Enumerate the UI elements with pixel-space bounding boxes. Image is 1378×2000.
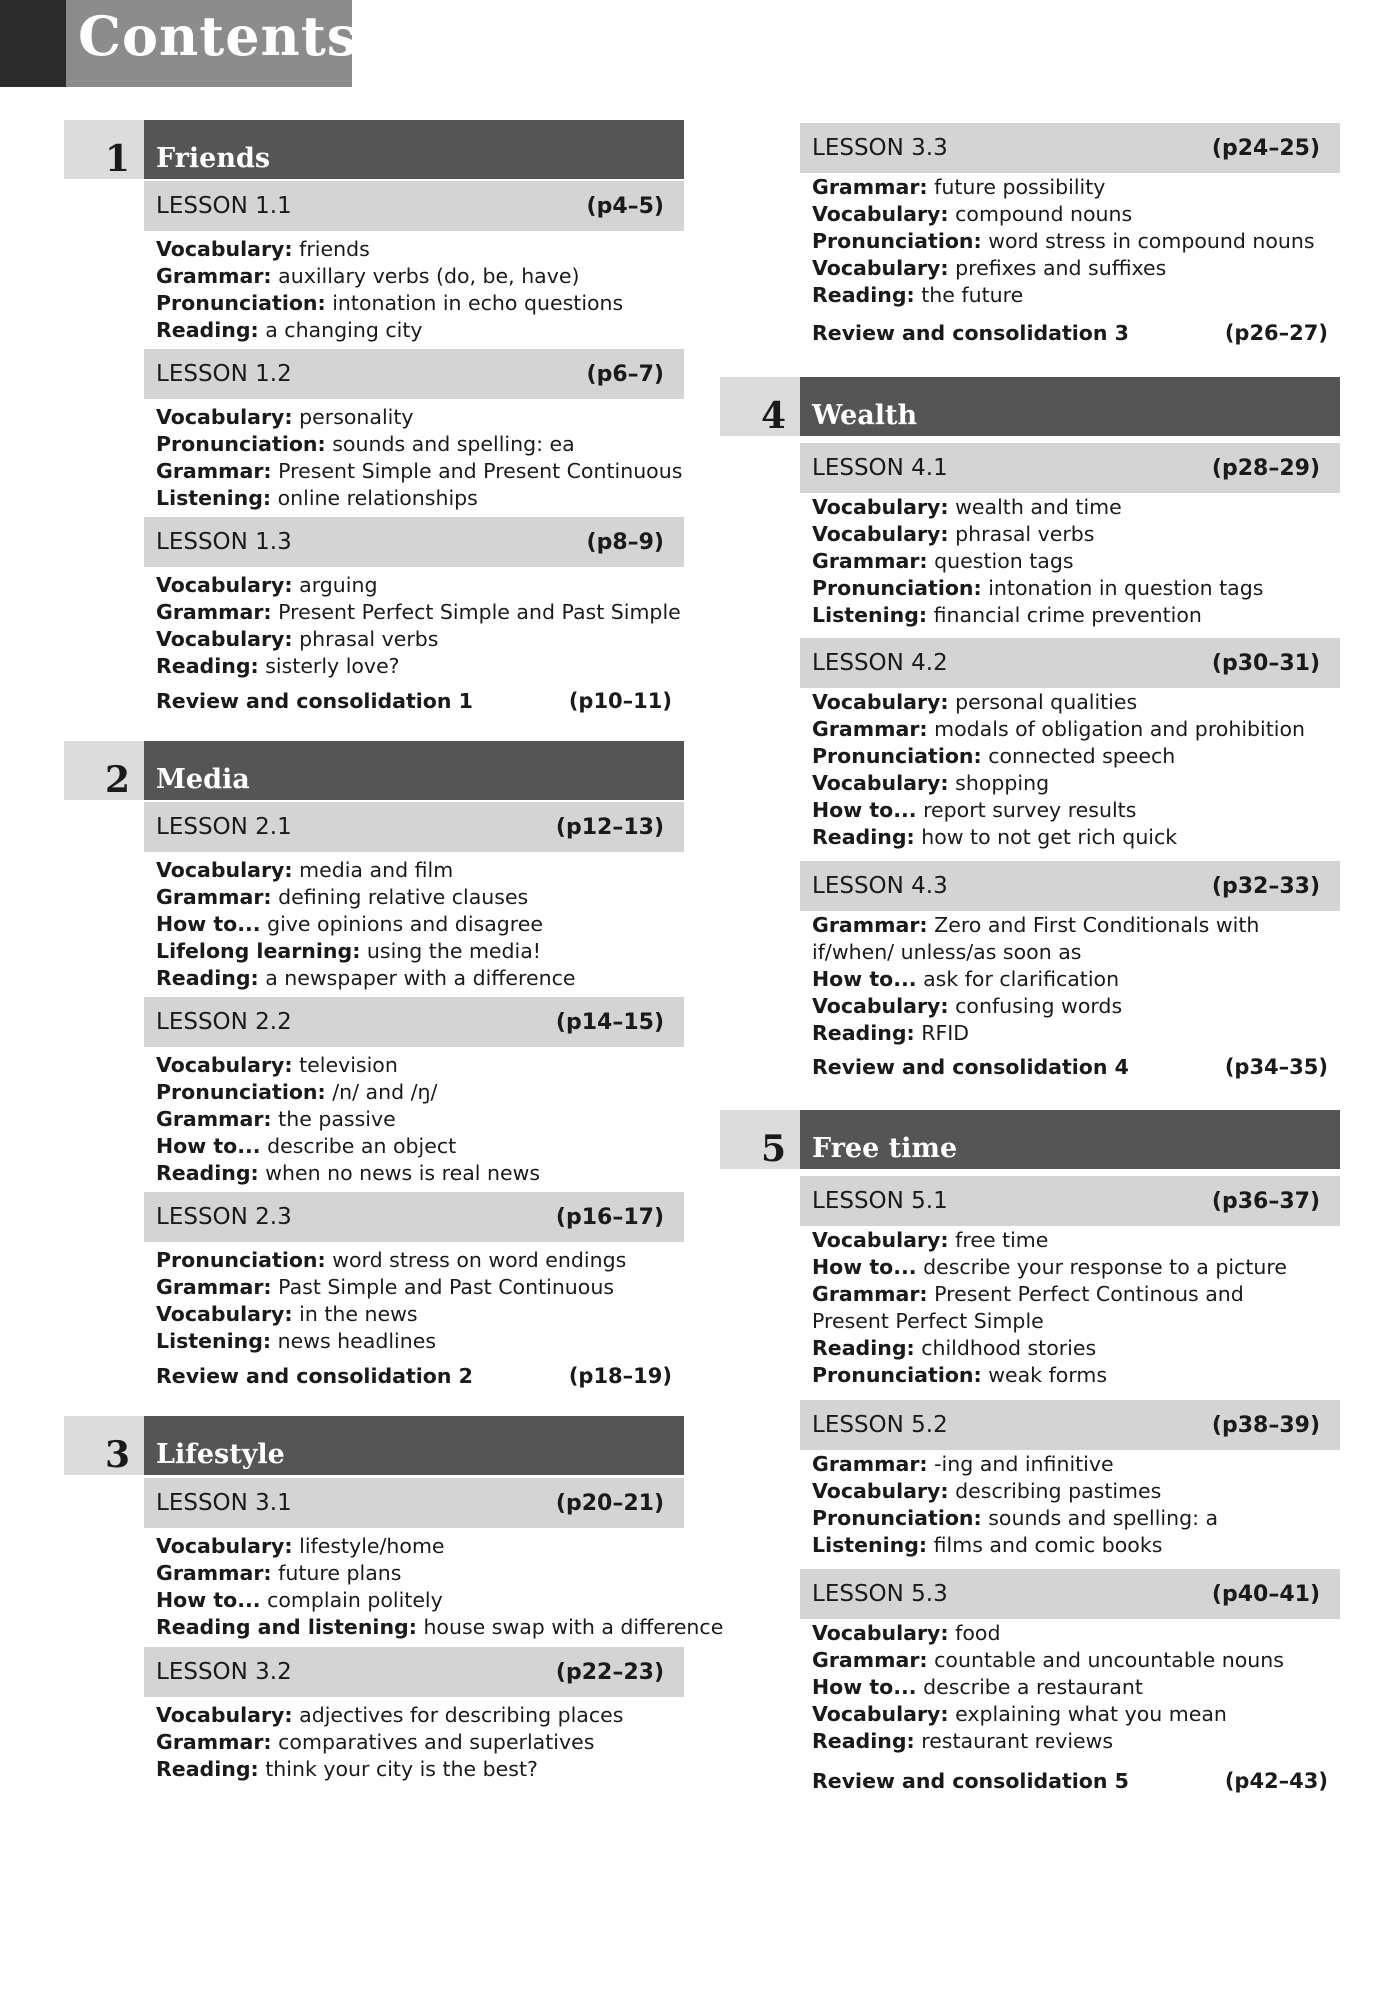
review-pages: (p18–19)	[568, 1364, 672, 1388]
unit-title[interactable]: Free time	[800, 1110, 1340, 1169]
lesson-header[interactable]	[144, 1647, 684, 1697]
item-value: wealth and time	[948, 495, 1122, 519]
item-value: Past Simple and Past Continuous	[271, 1275, 615, 1299]
item-key: Listening:	[812, 1533, 928, 1557]
lesson-item	[156, 938, 684, 965]
lesson-pages: (p38–39)	[1211, 1413, 1320, 1438]
unit-number: 5	[720, 1110, 800, 1169]
lesson-item	[812, 770, 1340, 797]
lesson-items	[812, 494, 1340, 629]
lesson-item	[156, 290, 684, 317]
lesson-header[interactable]	[800, 1569, 1340, 1619]
lesson-item	[812, 282, 1340, 309]
lesson-name: LESSON 2.2	[156, 1009, 292, 1035]
item-value: think your city is the best?	[258, 1757, 538, 1781]
item-key: Reading:	[156, 654, 259, 678]
unit-4-header	[720, 377, 1340, 436]
unit-title[interactable]: Friends	[144, 120, 684, 179]
item-key: Grammar:	[812, 549, 928, 573]
item-value: lifestyle/home	[292, 1534, 445, 1558]
review-label: Review and consolidation 1	[156, 689, 473, 713]
lesson-header[interactable]	[800, 443, 1340, 493]
lesson-item	[156, 1702, 684, 1729]
item-key: Grammar:	[812, 913, 928, 937]
item-key: How to...	[156, 1588, 261, 1612]
item-value: Present Perfect Simple and Past Simple	[271, 600, 681, 624]
lesson-item	[812, 1478, 1340, 1505]
item-key: Grammar:	[156, 1275, 272, 1299]
lesson-item	[812, 1647, 1340, 1674]
item-value: online relationships	[271, 486, 478, 510]
item-value: prefixes and suffixes	[948, 256, 1167, 280]
lesson-name: LESSON 2.3	[156, 1204, 292, 1230]
lesson-item	[156, 1614, 724, 1641]
lesson-name: LESSON 4.2	[812, 650, 948, 676]
item-key: Grammar:	[156, 1730, 272, 1754]
lesson-item	[812, 1674, 1340, 1701]
item-value: restaurant reviews	[914, 1729, 1114, 1753]
lesson-header[interactable]	[800, 638, 1340, 688]
lesson-items	[156, 857, 684, 992]
page-title: Contents	[78, 4, 359, 68]
item-key: Grammar:	[812, 1648, 928, 1672]
lesson-pages: (p14–15)	[555, 1010, 664, 1035]
lesson-item	[156, 1052, 684, 1079]
lesson-items	[812, 174, 1340, 309]
item-value: describe your response to a picture	[916, 1255, 1287, 1279]
lesson-item	[156, 1328, 684, 1355]
item-key: Grammar:	[812, 175, 928, 199]
lesson-pages: (p28–29)	[1211, 456, 1320, 481]
lesson-header[interactable]	[144, 181, 684, 231]
lesson-name: LESSON 5.2	[812, 1412, 948, 1438]
item-key: How to...	[156, 1134, 261, 1158]
lesson-item	[156, 1160, 684, 1187]
lesson-pages: (p12–13)	[555, 815, 664, 840]
item-value: sisterly love?	[258, 654, 400, 678]
item-value: defining relative clauses	[271, 885, 529, 909]
item-key: Pronunciation:	[156, 1248, 326, 1272]
lesson-name: LESSON 2.1	[156, 814, 292, 840]
review-pages: (p42–43)	[1224, 1769, 1328, 1793]
item-key: Vocabulary:	[812, 256, 949, 280]
item-key: Reading and listening:	[156, 1615, 417, 1639]
item-key: Reading:	[156, 1161, 259, 1185]
lesson-items	[812, 689, 1340, 851]
item-key: Pronunciation:	[156, 432, 326, 456]
item-value: countable and uncountable nouns	[927, 1648, 1284, 1672]
lesson-item	[812, 1620, 1340, 1647]
item-value: personality	[292, 405, 414, 429]
item-value: a changing city	[258, 318, 423, 342]
lesson-pages: (p4–5)	[586, 194, 664, 219]
item-key: Reading:	[812, 1729, 915, 1753]
lesson-item	[156, 458, 684, 485]
lesson-name: LESSON 5.1	[812, 1188, 948, 1214]
lesson-item	[156, 572, 684, 599]
item-key: Vocabulary:	[156, 1534, 293, 1558]
item-key: Vocabulary:	[812, 1479, 949, 1503]
lesson-item	[812, 1701, 1340, 1728]
item-value: arguing	[292, 573, 378, 597]
lesson-item	[812, 1254, 1340, 1281]
lesson-header[interactable]	[144, 997, 684, 1047]
item-value: in the news	[292, 1302, 418, 1326]
lesson-header[interactable]	[144, 349, 684, 399]
lesson-item	[156, 626, 684, 653]
item-value: auxillary verbs (do, be, have)	[271, 264, 580, 288]
lesson-item	[812, 743, 1340, 770]
lesson-item	[812, 1281, 1322, 1335]
lesson-name: LESSON 5.3	[812, 1581, 948, 1607]
item-key: Reading:	[156, 966, 259, 990]
unit-1-header	[64, 120, 684, 179]
lesson-item	[156, 884, 684, 911]
item-value: describing pastimes	[948, 1479, 1162, 1503]
item-value: phrasal verbs	[292, 627, 439, 651]
lesson-item	[812, 689, 1340, 716]
lesson-header[interactable]	[144, 517, 684, 567]
lesson-item	[812, 1020, 1340, 1047]
lesson-item	[156, 1729, 684, 1756]
lesson-item	[156, 1587, 684, 1614]
item-value: RFID	[914, 1021, 970, 1045]
item-key: Reading:	[812, 1336, 915, 1360]
unit-2-header	[64, 741, 684, 800]
lesson-name: LESSON 3.3	[812, 135, 948, 161]
lesson-pages: (p22–23)	[555, 1660, 664, 1685]
item-value: personal qualities	[948, 690, 1138, 714]
lesson-item	[156, 1301, 684, 1328]
review-label: Review and consolidation 3	[812, 321, 1129, 345]
lesson-item	[156, 857, 684, 884]
item-value: house swap with a difference	[416, 1615, 724, 1639]
lesson-name: LESSON 4.1	[812, 455, 948, 481]
lesson-item	[156, 485, 684, 512]
item-key: Grammar:	[156, 264, 272, 288]
lesson-name: LESSON 3.2	[156, 1659, 292, 1685]
item-value: phrasal verbs	[948, 522, 1095, 546]
lesson-item	[812, 1451, 1340, 1478]
lesson-item	[812, 602, 1340, 629]
lesson-pages: (p6–7)	[586, 362, 664, 387]
lesson-item	[812, 993, 1340, 1020]
lesson-item	[812, 824, 1340, 851]
lesson-name: LESSON 1.3	[156, 529, 292, 555]
lesson-item	[812, 1362, 1340, 1389]
review-pages: (p34–35)	[1224, 1055, 1328, 1079]
lesson-item	[812, 797, 1340, 824]
item-key: Grammar:	[156, 600, 272, 624]
lesson-header[interactable]	[144, 802, 684, 852]
lesson-pages: (p30–31)	[1211, 651, 1320, 676]
lesson-item	[812, 228, 1340, 255]
lesson-item	[156, 1106, 684, 1133]
lesson-item	[812, 1227, 1340, 1254]
item-key: Pronunciation:	[156, 1080, 326, 1104]
item-value: using the media!	[360, 939, 542, 963]
lesson-item	[156, 1274, 684, 1301]
lesson-item	[156, 263, 684, 290]
item-key: Vocabulary:	[156, 1302, 293, 1326]
lesson-header[interactable]	[144, 1478, 684, 1528]
item-key: How to...	[812, 1255, 917, 1279]
lesson-header[interactable]	[800, 123, 1340, 173]
item-value: comparatives and superlatives	[271, 1730, 595, 1754]
unit-title[interactable]: Media	[144, 741, 684, 800]
lesson-pages: (p20–21)	[555, 1491, 664, 1516]
item-key: Listening:	[812, 603, 928, 627]
item-key: Reading:	[812, 825, 915, 849]
item-value: weak forms	[981, 1363, 1108, 1387]
lesson-item	[156, 404, 684, 431]
review-row[interactable]	[812, 321, 1328, 345]
item-key: Pronunciation:	[156, 291, 326, 315]
lesson-items	[812, 1451, 1340, 1559]
lesson-item	[812, 521, 1340, 548]
lesson-items	[156, 1247, 684, 1355]
lesson-item	[812, 548, 1340, 575]
lesson-item	[156, 1756, 684, 1783]
unit-title[interactable]: Wealth	[800, 377, 1340, 436]
unit-number: 1	[64, 120, 144, 179]
lesson-item	[156, 653, 684, 680]
unit-number: 2	[64, 741, 144, 800]
lesson-pages: (p36–37)	[1211, 1189, 1320, 1214]
item-value: news headlines	[271, 1329, 437, 1353]
item-value: word stress on word endings	[325, 1248, 627, 1272]
lesson-items	[156, 1702, 684, 1783]
unit-number: 4	[720, 377, 800, 436]
lesson-items	[812, 912, 1340, 1047]
item-key: Vocabulary:	[156, 573, 293, 597]
lesson-item	[156, 1247, 684, 1274]
item-key: Reading:	[156, 318, 259, 342]
item-value: connected speech	[981, 744, 1176, 768]
lesson-item	[812, 255, 1340, 282]
item-value: television	[292, 1053, 398, 1077]
lesson-item	[812, 575, 1340, 602]
item-value: when no news is real news	[258, 1161, 541, 1185]
item-key: Vocabulary:	[812, 202, 949, 226]
lesson-pages: (p16–17)	[555, 1205, 664, 1230]
item-key: Vocabulary:	[812, 522, 949, 546]
unit-title[interactable]: Lifestyle	[144, 1416, 684, 1475]
item-value: intonation in question tags	[981, 576, 1264, 600]
lesson-item	[156, 1079, 684, 1106]
lesson-item	[156, 965, 684, 992]
item-value: films and comic books	[927, 1533, 1163, 1557]
item-key: Vocabulary:	[156, 858, 293, 882]
item-key: Grammar:	[812, 717, 928, 741]
unit-5-header	[720, 1110, 1340, 1169]
item-key: Lifelong learning:	[156, 939, 361, 963]
lesson-item	[156, 911, 684, 938]
item-value: intonation in echo questions	[325, 291, 624, 315]
item-key: How to...	[812, 967, 917, 991]
item-value: media and film	[292, 858, 454, 882]
lesson-item	[156, 317, 684, 344]
item-key: How to...	[812, 798, 917, 822]
lesson-item	[812, 494, 1340, 521]
item-value: complain politely	[260, 1588, 443, 1612]
item-value: report survey results	[916, 798, 1137, 822]
unit-3-header	[64, 1416, 684, 1475]
review-row[interactable]	[156, 689, 672, 713]
review-row[interactable]	[812, 1055, 1328, 1079]
item-key: Pronunciation:	[812, 1506, 982, 1530]
item-value: future possibility	[927, 175, 1106, 199]
item-value: modals of obligation and prohibition	[927, 717, 1305, 741]
item-key: Grammar:	[812, 1282, 928, 1306]
lesson-item	[156, 1533, 684, 1560]
lesson-header[interactable]	[800, 1400, 1340, 1450]
lesson-item	[812, 716, 1340, 743]
item-value: Present Perfect Continous and Present Perfect Simple	[812, 1282, 1244, 1333]
lesson-item	[156, 236, 684, 263]
item-value: childhood stories	[914, 1336, 1097, 1360]
item-value: future plans	[271, 1561, 402, 1585]
lesson-item	[156, 431, 684, 458]
lesson-pages: (p8–9)	[586, 530, 664, 555]
review-label: Review and consolidation 2	[156, 1364, 473, 1388]
review-pages: (p10–11)	[568, 689, 672, 713]
item-value: Zero and First Conditionals with if/when/ unless/as soon as	[812, 913, 1260, 964]
item-value: explaining what you mean	[948, 1702, 1227, 1726]
item-value: ask for clarification	[916, 967, 1120, 991]
contents-title-block	[0, 0, 359, 87]
lesson-items	[156, 236, 684, 344]
item-key: Vocabulary:	[156, 627, 293, 651]
lesson-item	[812, 201, 1340, 228]
lesson-name: LESSON 3.1	[156, 1490, 292, 1516]
item-value: the future	[914, 283, 1024, 307]
item-key: Vocabulary:	[156, 237, 293, 261]
item-value: how to not get rich quick	[914, 825, 1178, 849]
review-row[interactable]	[812, 1769, 1328, 1793]
lesson-items	[156, 1052, 684, 1187]
lesson-pages: (p40–41)	[1211, 1582, 1320, 1607]
item-key: Vocabulary:	[812, 1228, 949, 1252]
item-key: Vocabulary:	[812, 690, 949, 714]
item-key: Vocabulary:	[156, 405, 293, 429]
item-value: -ing and infinitive	[927, 1452, 1114, 1476]
item-value: sounds and spelling: a	[981, 1506, 1219, 1530]
lesson-item	[812, 1505, 1340, 1532]
item-value: shopping	[948, 771, 1050, 795]
item-key: Vocabulary:	[156, 1053, 293, 1077]
item-value: give opinions and disagree	[260, 912, 543, 936]
lesson-items	[156, 404, 684, 512]
item-key: Vocabulary:	[812, 495, 949, 519]
item-key: Reading:	[156, 1757, 259, 1781]
item-value: confusing words	[948, 994, 1123, 1018]
lesson-item	[812, 966, 1340, 993]
item-value: sounds and spelling: ea	[325, 432, 575, 456]
item-key: Vocabulary:	[156, 1703, 293, 1727]
unit-number: 3	[64, 1416, 144, 1475]
item-key: Reading:	[812, 1021, 915, 1045]
item-value: Present Simple and Present Continuous	[271, 459, 683, 483]
lesson-items	[812, 1227, 1340, 1389]
lesson-name: LESSON 1.2	[156, 361, 292, 387]
item-key: Vocabulary:	[812, 1621, 949, 1645]
item-key: Pronunciation:	[812, 229, 982, 253]
review-row[interactable]	[156, 1364, 672, 1388]
item-key: Grammar:	[156, 885, 272, 909]
lesson-items	[812, 1620, 1340, 1755]
item-key: Reading:	[812, 283, 915, 307]
lesson-item	[812, 174, 1340, 201]
item-key: Grammar:	[812, 1452, 928, 1476]
item-value: describe a restaurant	[916, 1675, 1143, 1699]
item-key: Pronunciation:	[812, 1363, 982, 1387]
lesson-item	[156, 1560, 684, 1587]
item-key: Vocabulary:	[812, 1702, 949, 1726]
lesson-item	[156, 1133, 684, 1160]
item-key: Listening:	[156, 486, 272, 510]
item-value: a newspaper with a difference	[258, 966, 576, 990]
item-value: financial crime prevention	[927, 603, 1202, 627]
item-value: free time	[948, 1228, 1049, 1252]
lesson-name: LESSON 1.1	[156, 193, 292, 219]
item-value: friends	[292, 237, 370, 261]
lesson-pages: (p32–33)	[1211, 874, 1320, 899]
review-label: Review and consolidation 4	[812, 1055, 1129, 1079]
lesson-item	[812, 912, 1332, 966]
lesson-header[interactable]	[144, 1192, 684, 1242]
item-key: Vocabulary:	[812, 771, 949, 795]
lesson-name: LESSON 4.3	[812, 873, 948, 899]
item-value: question tags	[927, 549, 1074, 573]
item-value: describe an object	[260, 1134, 457, 1158]
item-key: Pronunciation:	[812, 744, 982, 768]
lesson-items	[156, 1533, 724, 1641]
item-key: Grammar:	[156, 1561, 272, 1585]
lesson-header[interactable]	[800, 861, 1340, 911]
item-key: Vocabulary:	[812, 994, 949, 1018]
item-key: Grammar:	[156, 459, 272, 483]
item-value: compound nouns	[948, 202, 1133, 226]
lesson-item	[812, 1335, 1340, 1362]
item-value: /n/ and /ŋ/	[325, 1080, 438, 1104]
item-key: Grammar:	[156, 1107, 272, 1131]
lesson-item	[812, 1728, 1340, 1755]
lesson-pages: (p24–25)	[1211, 136, 1320, 161]
item-value: word stress in compound nouns	[981, 229, 1315, 253]
lesson-item	[812, 1532, 1340, 1559]
item-value: the passive	[271, 1107, 396, 1131]
item-key: How to...	[812, 1675, 917, 1699]
review-label: Review and consolidation 5	[812, 1769, 1129, 1793]
item-key: Listening:	[156, 1329, 272, 1353]
lesson-items	[156, 572, 684, 680]
item-value: food	[948, 1621, 1001, 1645]
review-pages: (p26–27)	[1224, 321, 1328, 345]
item-key: How to...	[156, 912, 261, 936]
lesson-item	[156, 599, 684, 626]
item-key: Pronunciation:	[812, 576, 982, 600]
item-value: adjectives for describing places	[292, 1703, 624, 1727]
lesson-header[interactable]	[800, 1176, 1340, 1226]
